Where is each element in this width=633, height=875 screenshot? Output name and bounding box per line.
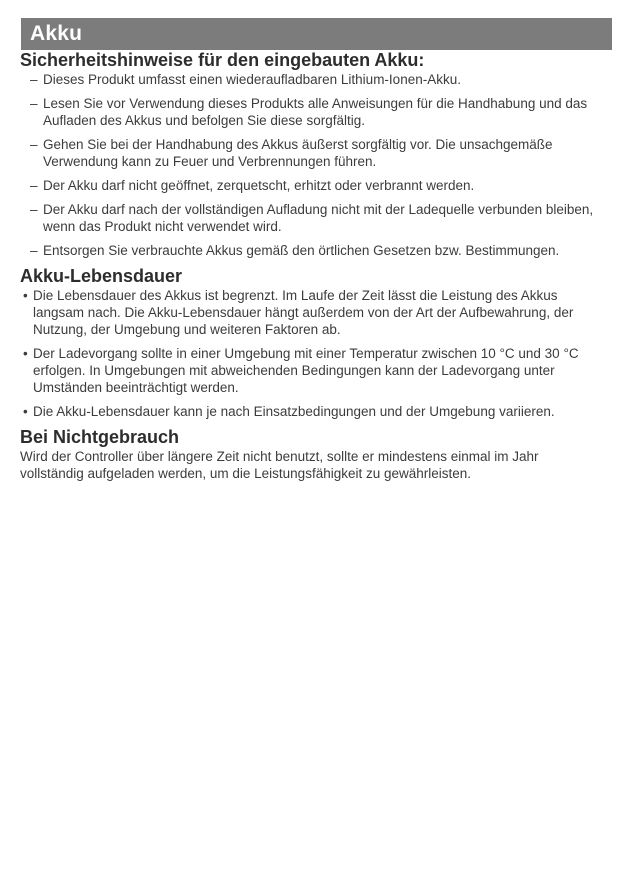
dash-marker: – <box>30 72 38 87</box>
list-item-text: Lesen Sie vor Verwendung dieses Produkts alle Anweisungen für die Handhabung und das Aufladen des Akkus und befolgen Sie diese sorgfältig. <box>43 96 588 128</box>
list-item <box>20 95 612 129</box>
list-item-text: Der Akku darf nach der vollständigen Aufladung nicht mit der Ladequelle verbunden bleiben, wenn das Produkt nicht verwendet wird. <box>43 202 594 234</box>
lifespan-list <box>20 287 612 420</box>
list-item <box>20 345 612 396</box>
section-heading-safety: Sicherheitshinweise für den eingebauten Akku: <box>20 50 425 70</box>
section-heading-lifespan: Akku-Lebensdauer <box>20 266 183 286</box>
list-item <box>20 71 612 88</box>
nonuse-paragraph: Wird der Controller über längere Zeit nicht benutzt, sollte er mindestens einmal im Jahr vollständig aufgeladen werden, um die Leistungsfähigkeit zu gewährleisten. <box>20 449 539 481</box>
list-item-text: Die Lebensdauer des Akkus ist begrenzt. Im Laufe der Zeit lässt die Leistung des Akkus langsam nach. Die Akku-Lebensdauer hängt außerdem von der Art der Aufbewahrung, der Nutzung, der Umgebung und weiteren Faktoren ab. <box>33 288 574 337</box>
list-item <box>20 201 612 235</box>
dash-marker: – <box>30 96 38 111</box>
bullet-marker: • <box>23 404 28 419</box>
page-title: Akku <box>30 22 83 45</box>
list-item-text: Der Akku darf nicht geöffnet, zerquetscht, erhitzt oder verbrannt werden. <box>43 178 475 193</box>
safety-list <box>20 71 612 259</box>
list-item-text: Dieses Produkt umfasst einen wiederaufladbaren Lithium-Ionen-Akku. <box>43 72 461 87</box>
list-item <box>20 177 612 194</box>
bullet-marker: • <box>23 288 28 303</box>
dash-marker: – <box>30 137 38 152</box>
dash-marker: – <box>30 202 38 217</box>
list-item <box>20 287 612 338</box>
list-item-text: Der Ladevorgang sollte in einer Umgebung mit einer Temperatur zwischen 10 °C und 30 °C erfolgen. In Umgebungen mit abweichenden Bedingungen kann der Ladevorgang unter Umständen beeinträchtigt werden. <box>33 346 579 395</box>
dash-marker: – <box>30 178 38 193</box>
list-item-text: Gehen Sie bei der Handhabung des Akkus äußerst sorgfältig vor. Die unsachgemäße Verwendung kann zu Feuer und Verbrennungen führen. <box>43 137 553 169</box>
list-item-text: Die Akku-Lebensdauer kann je nach Einsatzbedingungen und der Umgebung variieren. <box>33 404 555 419</box>
list-item-text: Entsorgen Sie verbrauchte Akkus gemäß den örtlichen Gesetzen bzw. Bestimmungen. <box>43 243 560 258</box>
list-item <box>20 242 612 259</box>
bullet-marker: • <box>23 346 28 361</box>
dash-marker: – <box>30 243 38 258</box>
list-item <box>20 403 612 420</box>
section-heading-nonuse: Bei Nichtgebrauch <box>20 427 180 447</box>
list-item <box>20 136 612 170</box>
page-title-bar <box>21 18 612 50</box>
